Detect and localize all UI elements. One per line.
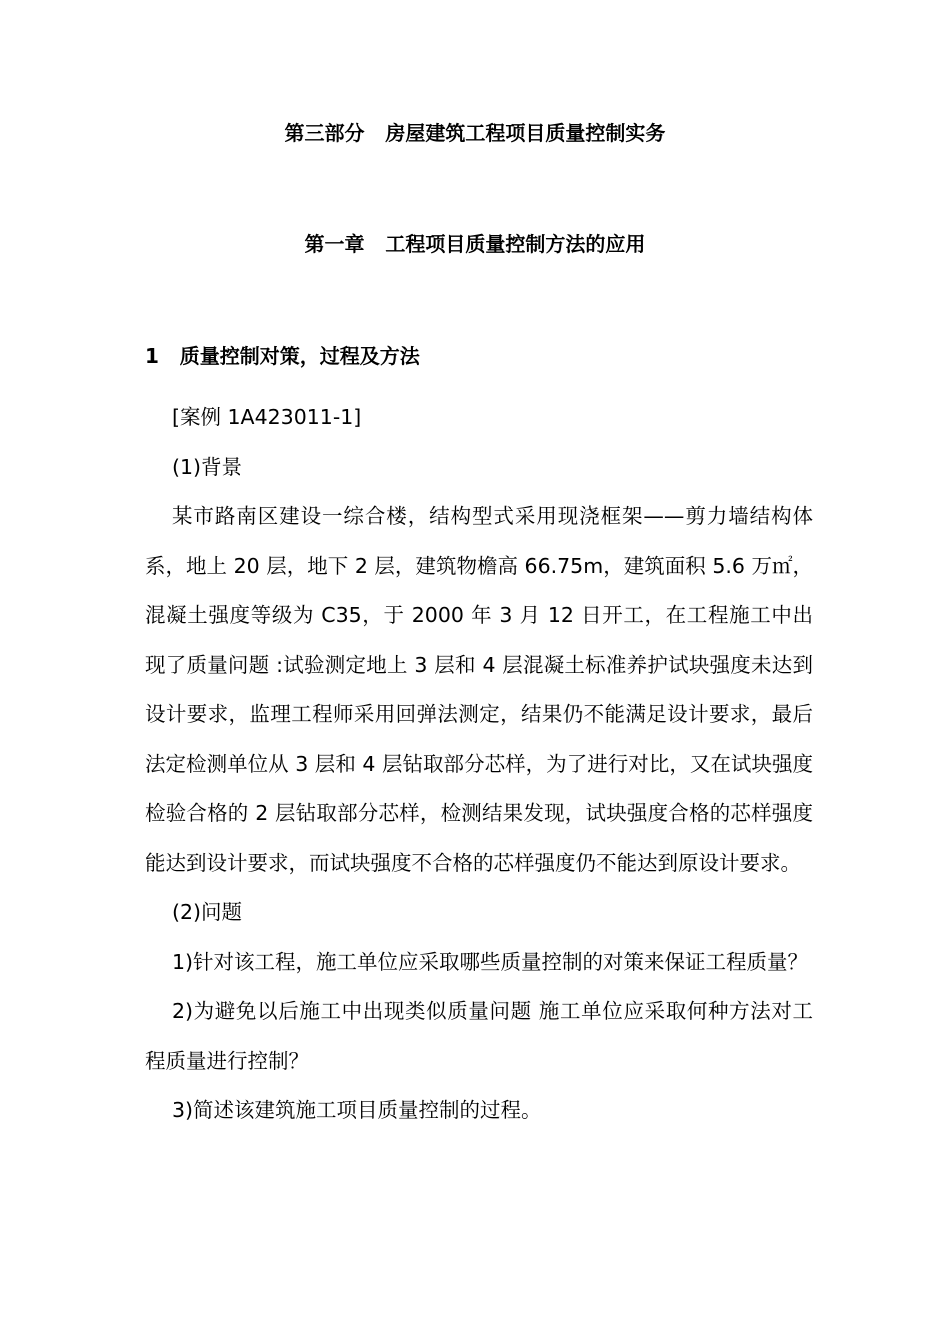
case-label: [案例 1A423011-1] [172, 405, 362, 429]
section-title: 1 质量控制对策，过程及方法 [145, 344, 420, 368]
question-item: 2)为避免以后施工中出现类似质量问题 施工单位应采取何种方法对工程质量进行控制？ [145, 999, 813, 1073]
question-item: 3)简述该建筑施工项目质量控制的过程。 [172, 1098, 542, 1122]
background-paragraph: 某市路南区建设一综合楼，结构型式采用现浇框架——剪力墙结构体系，地上 20 层，地下 2 层，建筑物檐高 66.75m，建筑面积 5.6 万㎡，混凝土强度等级为 C35，于 2000 年 3 月 12 日开工，在工程施工中出现了质量问题 :试验测定地上 3 层和 4 层混凝土标准养护试块强度未达到设计要求，监理工程师采用回弹法测定，结果仍不能满足设计要求，最后法定检测单位从 3 层和 4 层钻取部分芯样，为了进行对比，又在试块强度检验合格的 2 层钻取部分芯样，检测结果发现，试块强度合格的芯样强度能达到设计要求，而试块强度不合格的芯样强度仍不能达到原设计要求。 [145, 504, 813, 875]
question-item: 1)针对该工程，施工单位应采取哪些质量控制的对策来保证工程质量？ [172, 949, 809, 974]
body-text [145, 393, 813, 1136]
background-label: (1)背景 [172, 454, 243, 479]
chapter-title: 第一章 工程项目质量控制方法的应用 [304, 232, 646, 256]
part-title: 第三部分 房屋建筑工程项目质量控制实务 [284, 121, 666, 145]
questions-label: (2)问题 [172, 900, 243, 924]
